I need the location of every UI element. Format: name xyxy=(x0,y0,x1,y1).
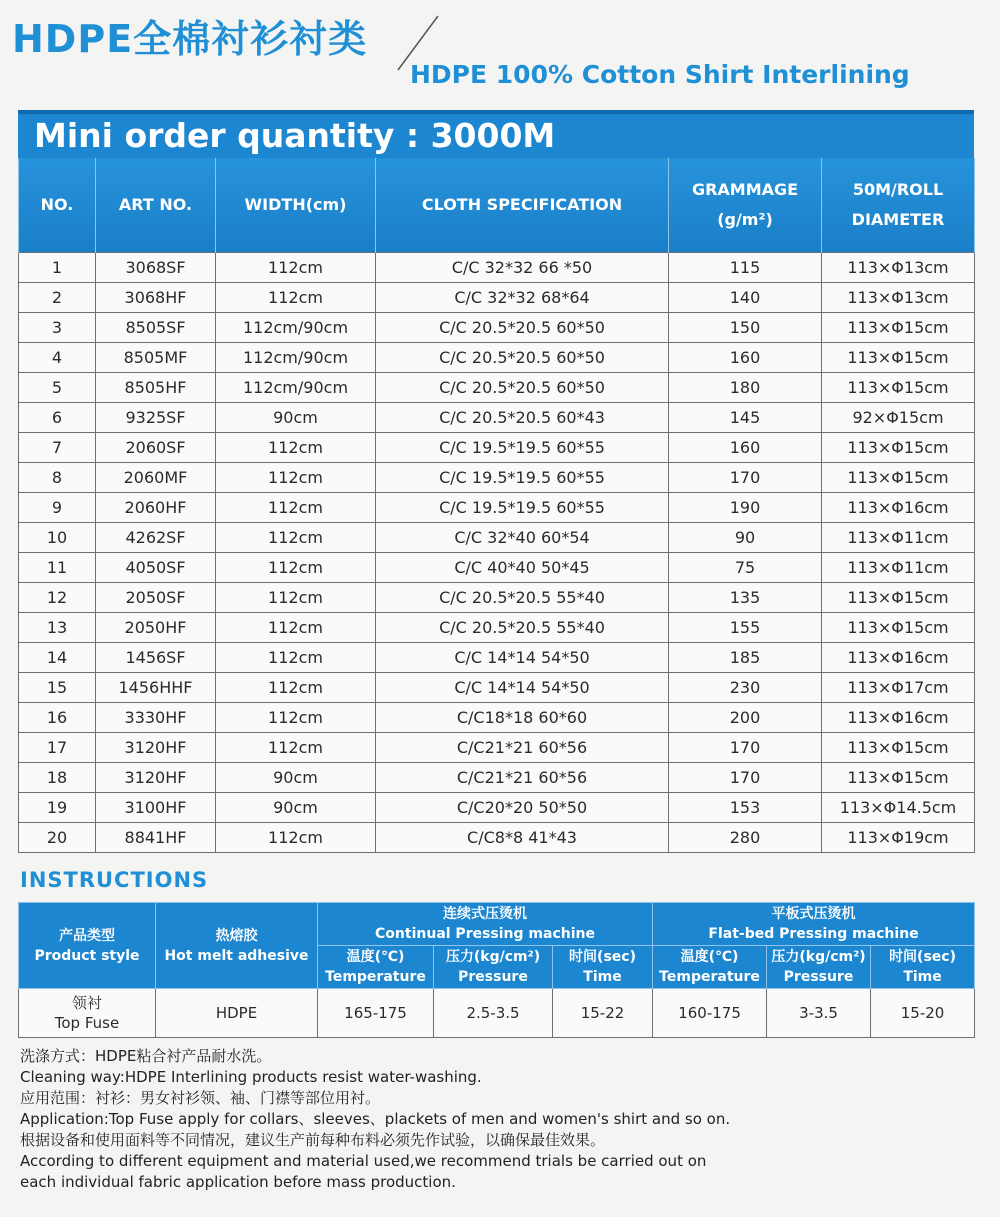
inst-header-f-temp xyxy=(653,946,767,989)
cell-width: 112cm xyxy=(216,553,376,583)
cell-no: 19 xyxy=(19,793,96,823)
cell-no: 4 xyxy=(19,343,96,373)
inst-cell-adhesive: HDPE xyxy=(156,989,318,1038)
header-no: NO. xyxy=(19,158,96,253)
cell-art: 2060SF xyxy=(96,433,216,463)
inst-header-c-pressure-cn: 压力(kg/cm²) xyxy=(445,949,541,965)
cell-dia: 113×Φ15cm xyxy=(822,733,975,763)
table-row xyxy=(19,523,975,553)
cell-width: 90cm xyxy=(216,403,376,433)
cell-dia: 113×Φ19cm xyxy=(822,823,975,853)
cell-art: 8505HF xyxy=(96,373,216,403)
inst-header-f-time xyxy=(871,946,975,989)
inst-row xyxy=(19,989,975,1038)
cell-gram: 280 xyxy=(669,823,822,853)
inst-cell-product xyxy=(19,989,156,1038)
cell-spec: C/C 20.5*20.5 60*50 xyxy=(376,373,669,403)
cell-no: 13 xyxy=(19,613,96,643)
cell-spec: C/C 19.5*19.5 60*55 xyxy=(376,433,669,463)
cell-dia: 113×Φ13cm xyxy=(822,253,975,283)
cell-spec: C/C21*21 60*56 xyxy=(376,733,669,763)
inst-header-continual-en: Continual Pressing machine xyxy=(375,926,595,942)
inst-header-product-cn: 产品类型 xyxy=(59,927,115,944)
inst-header-f-time-cn: 时间(sec) xyxy=(889,949,956,965)
cell-art: 1456SF xyxy=(96,643,216,673)
cell-art: 8505SF xyxy=(96,313,216,343)
cell-no: 20 xyxy=(19,823,96,853)
cell-dia: 113×Φ15cm xyxy=(822,373,975,403)
page-title-cn: HDPE全棉衬衫衬类 xyxy=(12,17,368,61)
cell-no: 1 xyxy=(19,253,96,283)
table-row xyxy=(19,313,975,343)
cell-gram: 230 xyxy=(669,673,822,703)
product-table-body xyxy=(19,253,975,853)
cell-art: 2050SF xyxy=(96,583,216,613)
inst-header-c-pressure xyxy=(434,946,553,989)
cell-art: 3120HF xyxy=(96,763,216,793)
cell-no: 8 xyxy=(19,463,96,493)
cell-dia: 113×Φ15cm xyxy=(822,463,975,493)
table-row xyxy=(19,283,975,313)
cell-width: 112cm/90cm xyxy=(216,313,376,343)
cell-gram: 160 xyxy=(669,433,822,463)
cell-gram: 155 xyxy=(669,613,822,643)
table-row xyxy=(19,493,975,523)
table-row xyxy=(19,433,975,463)
table-row xyxy=(19,823,975,853)
cell-art: 8505MF xyxy=(96,343,216,373)
cell-no: 10 xyxy=(19,523,96,553)
cell-art: 9325SF xyxy=(96,403,216,433)
cell-width: 112cm xyxy=(216,733,376,763)
table-row xyxy=(19,343,975,373)
cell-gram: 180 xyxy=(669,373,822,403)
cell-spec: C/C8*8 41*43 xyxy=(376,823,669,853)
instructions-section xyxy=(18,902,974,1038)
inst-header-product-en: Product style xyxy=(34,947,140,964)
cell-dia: 113×Φ16cm xyxy=(822,493,975,523)
cell-spec: C/C 20.5*20.5 55*40 xyxy=(376,613,669,643)
cell-no: 15 xyxy=(19,673,96,703)
cell-spec: C/C 19.5*19.5 60*55 xyxy=(376,493,669,523)
cell-no: 14 xyxy=(19,643,96,673)
header-grammage-line2: (g/m²) xyxy=(717,210,773,229)
cell-art: 3120HF xyxy=(96,733,216,763)
cell-gram: 170 xyxy=(669,733,822,763)
inst-header-f-temp-cn: 温度(℃) xyxy=(680,949,739,965)
min-order-quantity-banner: Mini order quantity : 3000M xyxy=(18,110,974,158)
cell-spec: C/C 14*14 54*50 xyxy=(376,643,669,673)
notes-section xyxy=(20,1046,980,1193)
cell-art: 8841HF xyxy=(96,823,216,853)
note-application-en: Application:Top Fuse apply for collars、sleeves、plackets of men and women's shirt and so on. xyxy=(20,1110,731,1128)
product-table-section xyxy=(18,110,974,853)
table-row xyxy=(19,403,975,433)
cell-gram: 140 xyxy=(669,283,822,313)
product-table-header xyxy=(19,158,975,253)
cell-no: 5 xyxy=(19,373,96,403)
inst-header-adhesive-cn: 热熔胶 xyxy=(215,927,258,944)
cell-gram: 145 xyxy=(669,403,822,433)
cell-dia: 113×Φ15cm xyxy=(822,613,975,643)
inst-header-c-temp xyxy=(318,946,434,989)
instructions-title: INSTRUCTIONS xyxy=(20,868,209,892)
cell-width: 112cm xyxy=(216,583,376,613)
cell-art: 3068SF xyxy=(96,253,216,283)
cell-width: 112cm xyxy=(216,643,376,673)
cell-spec: C/C 19.5*19.5 60*55 xyxy=(376,463,669,493)
header-diameter xyxy=(822,158,975,253)
cell-dia: 113×Φ15cm xyxy=(822,763,975,793)
table-row xyxy=(19,643,975,673)
header-art-no: ART NO. xyxy=(96,158,216,253)
header-grammage xyxy=(669,158,822,253)
cell-width: 112cm xyxy=(216,283,376,313)
cell-spec: C/C 14*14 54*50 xyxy=(376,673,669,703)
cell-art: 4262SF xyxy=(96,523,216,553)
note-trial-cn: 根据设备和使用面料等不同情况，建议生产前每种布料必须先作试验，以确保最佳效果。 xyxy=(20,1131,606,1149)
cell-no: 16 xyxy=(19,703,96,733)
inst-header-c-time-cn: 时间(sec) xyxy=(569,949,636,965)
cell-dia: 113×Φ13cm xyxy=(822,283,975,313)
cell-dia: 113×Φ15cm xyxy=(822,343,975,373)
note-trial-en-1: According to different equipment and material used,we recommend trials be carried out on xyxy=(20,1152,707,1170)
table-row xyxy=(19,253,975,283)
inst-cell-f-time: 15-20 xyxy=(871,989,975,1038)
header-cloth-spec: CLOTH SPECIFICATION xyxy=(376,158,669,253)
header-grammage-line1: GRAMMAGE xyxy=(691,180,799,199)
cell-dia: 113×Φ14.5cm xyxy=(822,793,975,823)
inst-product-en: Top Fuse xyxy=(54,1014,120,1032)
cell-dia: 113×Φ17cm xyxy=(822,673,975,703)
inst-header-f-temp-en: Temperature xyxy=(659,969,760,985)
inst-header-adhesive xyxy=(156,903,318,989)
inst-header-product xyxy=(19,903,156,989)
inst-cell-c-time: 15-22 xyxy=(553,989,653,1038)
cell-no: 3 xyxy=(19,313,96,343)
cell-dia: 113×Φ15cm xyxy=(822,313,975,343)
inst-header-c-time xyxy=(553,946,653,989)
cell-no: 9 xyxy=(19,493,96,523)
cell-dia: 113×Φ15cm xyxy=(822,433,975,463)
cell-dia: 113×Φ16cm xyxy=(822,643,975,673)
cell-spec: C/C 32*40 60*54 xyxy=(376,523,669,553)
table-row xyxy=(19,463,975,493)
cell-no: 2 xyxy=(19,283,96,313)
inst-header-adhesive-en: Hot melt adhesive xyxy=(164,947,309,964)
inst-header-f-pressure xyxy=(767,946,871,989)
cell-spec: C/C 20.5*20.5 60*50 xyxy=(376,313,669,343)
cell-width: 112cm xyxy=(216,433,376,463)
cell-dia: 113×Φ11cm xyxy=(822,553,975,583)
note-trial-en-2: each individual fabric application before mass production. xyxy=(20,1173,456,1191)
cell-art: 2060HF xyxy=(96,493,216,523)
cell-no: 11 xyxy=(19,553,96,583)
table-row xyxy=(19,763,975,793)
inst-header-continual xyxy=(318,903,653,946)
cell-no: 17 xyxy=(19,733,96,763)
table-row xyxy=(19,553,975,583)
cell-spec: C/C 20.5*20.5 60*43 xyxy=(376,403,669,433)
inst-header-c-temp-cn: 温度(℃) xyxy=(346,949,405,965)
cell-gram: 170 xyxy=(669,463,822,493)
inst-cell-c-temp: 165-175 xyxy=(318,989,434,1038)
cell-art: 1456HHF xyxy=(96,673,216,703)
inst-header-f-time-en: Time xyxy=(903,969,942,985)
header-diameter-line2: DIAMETER xyxy=(851,210,945,229)
cell-art: 3330HF xyxy=(96,703,216,733)
note-application-cn: 应用范围：衬衫：男女衬衫领、袖、门襟等部位用衬。 xyxy=(20,1089,381,1107)
cell-dia: 113×Φ11cm xyxy=(822,523,975,553)
cell-gram: 75 xyxy=(669,553,822,583)
cell-width: 112cm xyxy=(216,703,376,733)
cell-gram: 185 xyxy=(669,643,822,673)
cell-gram: 160 xyxy=(669,343,822,373)
page-title-en: HDPE 100% Cotton Shirt Interlining xyxy=(410,60,910,89)
cell-width: 112cm xyxy=(216,673,376,703)
cell-art: 3100HF xyxy=(96,793,216,823)
note-cleaning-en: Cleaning way:HDPE Interlining products resist water-washing. xyxy=(20,1068,482,1086)
cell-dia: 92×Φ15cm xyxy=(822,403,975,433)
cell-no: 18 xyxy=(19,763,96,793)
cell-width: 112cm xyxy=(216,463,376,493)
cell-width: 90cm xyxy=(216,793,376,823)
table-row xyxy=(19,373,975,403)
cell-spec: C/C 32*32 68*64 xyxy=(376,283,669,313)
inst-product-cn: 领衬 xyxy=(71,994,102,1012)
cell-no: 12 xyxy=(19,583,96,613)
inst-header-c-temp-en: Temperature xyxy=(325,969,426,985)
cell-spec: C/C21*21 60*56 xyxy=(376,763,669,793)
header-width: WIDTH(cm) xyxy=(216,158,376,253)
cell-width: 90cm xyxy=(216,763,376,793)
inst-header-c-time-en: Time xyxy=(583,969,622,985)
table-row xyxy=(19,733,975,763)
cell-gram: 170 xyxy=(669,763,822,793)
cell-gram: 150 xyxy=(669,313,822,343)
cell-gram: 115 xyxy=(669,253,822,283)
table-row xyxy=(19,703,975,733)
table-row xyxy=(19,793,975,823)
product-table xyxy=(18,158,975,853)
cell-spec: C/C 40*40 50*45 xyxy=(376,553,669,583)
cell-width: 112cm/90cm xyxy=(216,373,376,403)
inst-header-flatbed xyxy=(653,903,975,946)
cell-spec: C/C 32*32 66 *50 xyxy=(376,253,669,283)
table-row xyxy=(19,613,975,643)
cell-dia: 113×Φ16cm xyxy=(822,703,975,733)
table-row xyxy=(19,673,975,703)
cell-spec: C/C20*20 50*50 xyxy=(376,793,669,823)
cell-art: 4050SF xyxy=(96,553,216,583)
inst-cell-f-temp: 160-175 xyxy=(653,989,767,1038)
cell-gram: 153 xyxy=(669,793,822,823)
cell-width: 112cm xyxy=(216,523,376,553)
cell-spec: C/C18*18 60*60 xyxy=(376,703,669,733)
cell-width: 112cm xyxy=(216,613,376,643)
cell-art: 2050HF xyxy=(96,613,216,643)
table-row xyxy=(19,583,975,613)
cell-spec: C/C 20.5*20.5 55*40 xyxy=(376,583,669,613)
cell-width: 112cm xyxy=(216,253,376,283)
cell-art: 2060MF xyxy=(96,463,216,493)
cell-spec: C/C 20.5*20.5 60*50 xyxy=(376,343,669,373)
cell-dia: 113×Φ15cm xyxy=(822,583,975,613)
header-diameter-line1: 50M/ROLL xyxy=(852,180,944,199)
cell-art: 3068HF xyxy=(96,283,216,313)
cell-gram: 135 xyxy=(669,583,822,613)
inst-header-flatbed-en: Flat-bed Pressing machine xyxy=(708,926,919,942)
cell-width: 112cm xyxy=(216,823,376,853)
inst-cell-c-pressure: 2.5-3.5 xyxy=(434,989,553,1038)
cell-gram: 90 xyxy=(669,523,822,553)
inst-header-f-pressure-en: Pressure xyxy=(783,969,854,985)
cell-no: 7 xyxy=(19,433,96,463)
cell-gram: 190 xyxy=(669,493,822,523)
inst-header-flatbed-cn: 平板式压烫机 xyxy=(771,906,856,922)
inst-header-f-pressure-cn: 压力(kg/cm²) xyxy=(771,949,866,965)
cell-width: 112cm/90cm xyxy=(216,343,376,373)
instructions-table xyxy=(18,902,975,1038)
inst-header-continual-cn: 连续式压烫机 xyxy=(443,906,528,922)
cell-no: 6 xyxy=(19,403,96,433)
note-cleaning-cn: 洗涤方式：HDPE粘合衬产品耐水洗。 xyxy=(20,1047,272,1065)
cell-width: 112cm xyxy=(216,493,376,523)
cell-gram: 200 xyxy=(669,703,822,733)
inst-header-c-pressure-en: Pressure xyxy=(458,969,528,985)
inst-cell-f-pressure: 3-3.5 xyxy=(767,989,871,1038)
